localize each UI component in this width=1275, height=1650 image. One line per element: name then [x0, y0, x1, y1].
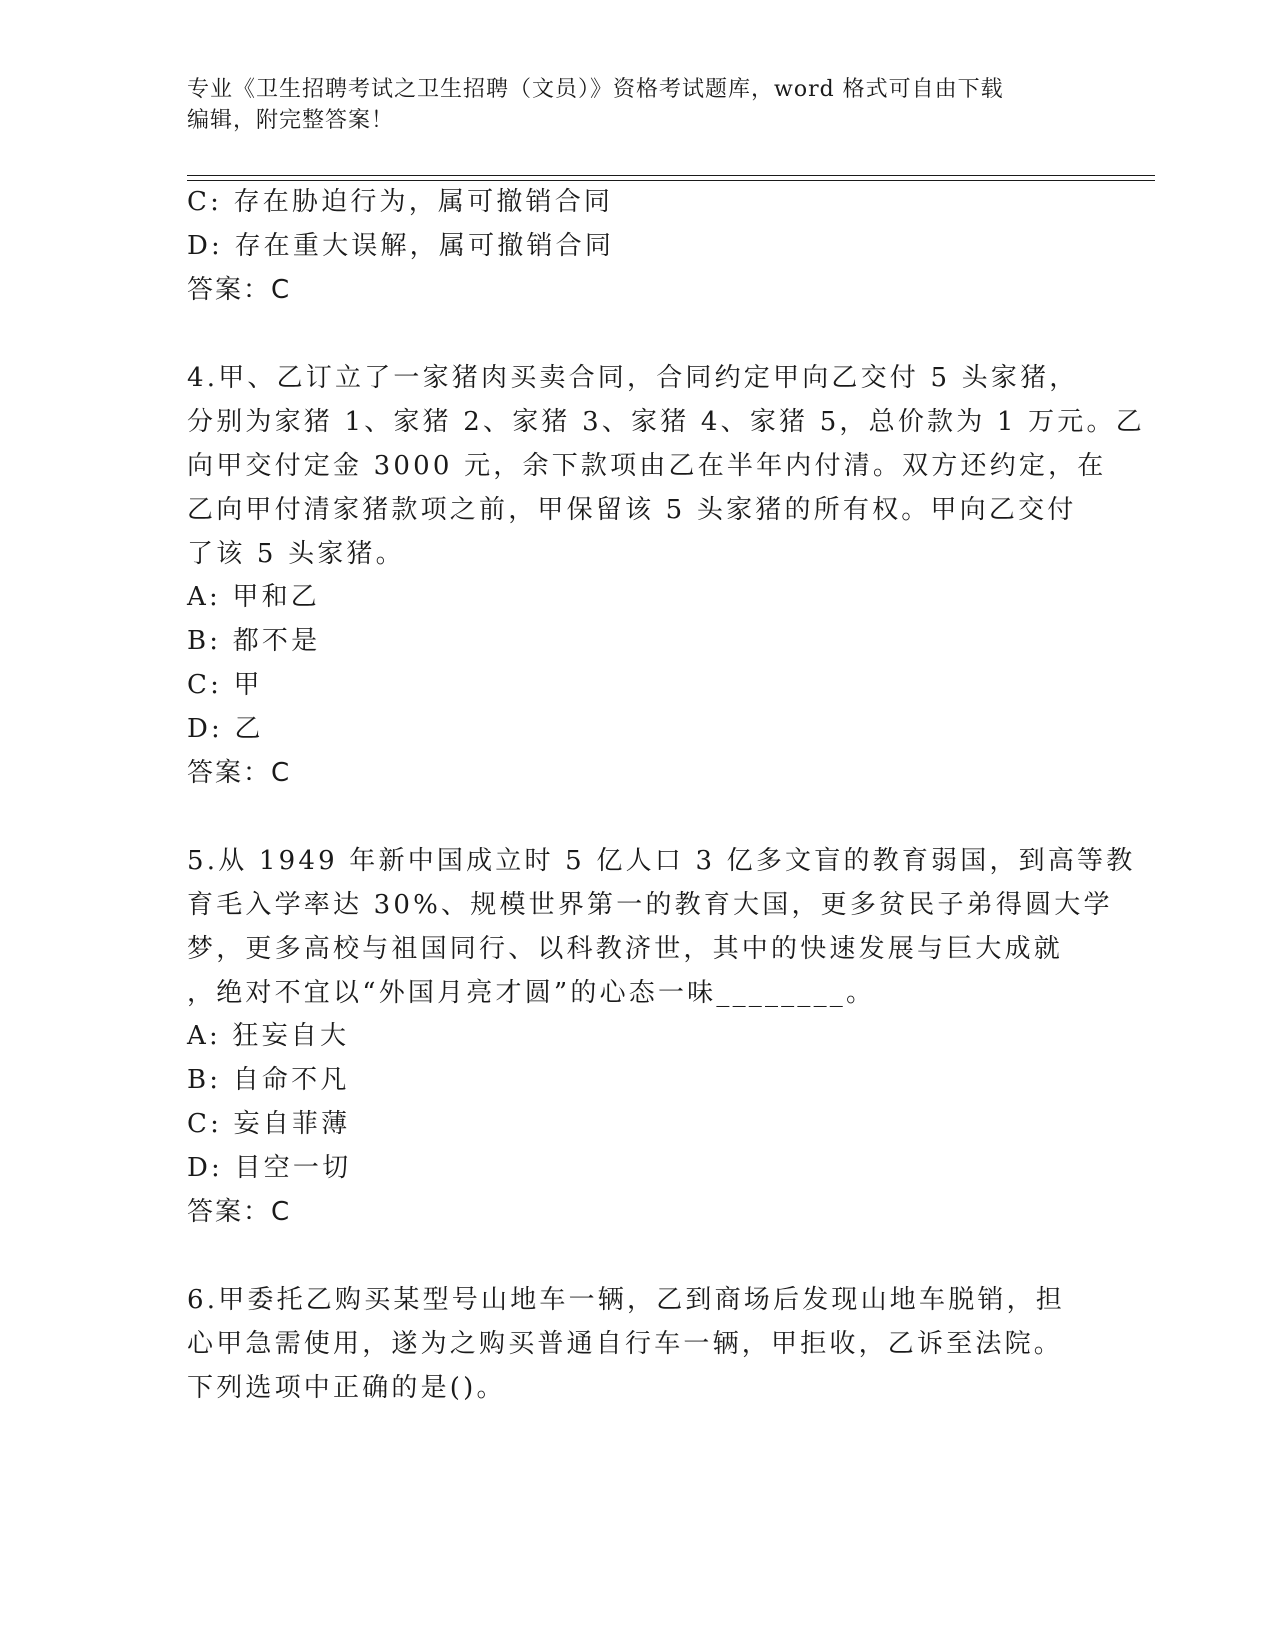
q4-option-d: D: 乙 [187, 714, 264, 744]
q4-answer: 答案：C [187, 758, 292, 788]
q4-stem-line: 向甲交付定金 3000 元，余下款项由乙在半年内付清。双方还约定，在 [187, 451, 1107, 481]
q5-stem-line: 5.从 1949 年新中国成立时 5 亿人口 3 亿多文盲的教育弱国，到高等教 [187, 846, 1136, 876]
q6-stem-line: 下列选项中正确的是()。 [187, 1373, 506, 1403]
q4-option-c: C: 甲 [187, 670, 263, 700]
q5-stem-line: ，绝对不宜以“外国月亮才圆”的心态一味________。 [187, 978, 876, 1008]
q4-option-a: A: 甲和乙 [187, 582, 321, 612]
q6-stem-line: 6.甲委托乙购买某型号山地车一辆，乙到商场后发现山地车脱销，担 [187, 1285, 1066, 1315]
header-line-2: 编辑，附完整答案！ [187, 108, 395, 133]
header-divider-bottom [187, 180, 1155, 181]
q4-option-b: B: 都不是 [187, 626, 321, 656]
q3-option-d: D: 存在重大误解，属可撤销合同 [187, 231, 615, 261]
q4-stem-line: 4.甲、乙订立了一家猪肉买卖合同，合同约定甲向乙交付 5 头家猪， [187, 363, 1079, 393]
q5-stem-line: 育毛入学率达 30%、规模世界第一的教育大国，更多贫民子弟得圆大学 [187, 890, 1113, 920]
q3-answer: 答案：C [187, 275, 292, 305]
q5-option-b: B: 自命不凡 [187, 1065, 350, 1095]
q5-stem-line: 梦，更多高校与祖国同行、以科教济世，其中的快速发展与巨大成就 [187, 934, 1064, 964]
q5-option-d: D: 目空一切 [187, 1153, 352, 1183]
q4-stem-line: 了该 5 头家猪。 [187, 539, 405, 569]
q4-stem-line: 分别为家猪 1、家猪 2、家猪 3、家猪 4、家猪 5，总价款为 1 万元。乙 [187, 407, 1145, 437]
header-line-1: 专业《卫生招聘考试之卫生招聘（文员）》资格考试题库，word 格式可自由下载 [187, 77, 1004, 102]
q5-answer: 答案：C [187, 1197, 292, 1227]
q5-option-c: C: 妄自菲薄 [187, 1109, 351, 1139]
document-header [187, 74, 1067, 136]
q5-option-a: A: 狂妄自大 [187, 1021, 350, 1051]
q3-option-c: C: 存在胁迫行为，属可撤销合同 [187, 187, 614, 217]
q6-stem-line: 心甲急需使用，遂为之购买普通自行车一辆，甲拒收，乙诉至法院。 [187, 1329, 1064, 1359]
q4-stem-line: 乙向甲付清家猪款项之前，甲保留该 5 头家猪的所有权。甲向乙交付 [187, 495, 1077, 525]
header-divider-top [187, 175, 1155, 176]
